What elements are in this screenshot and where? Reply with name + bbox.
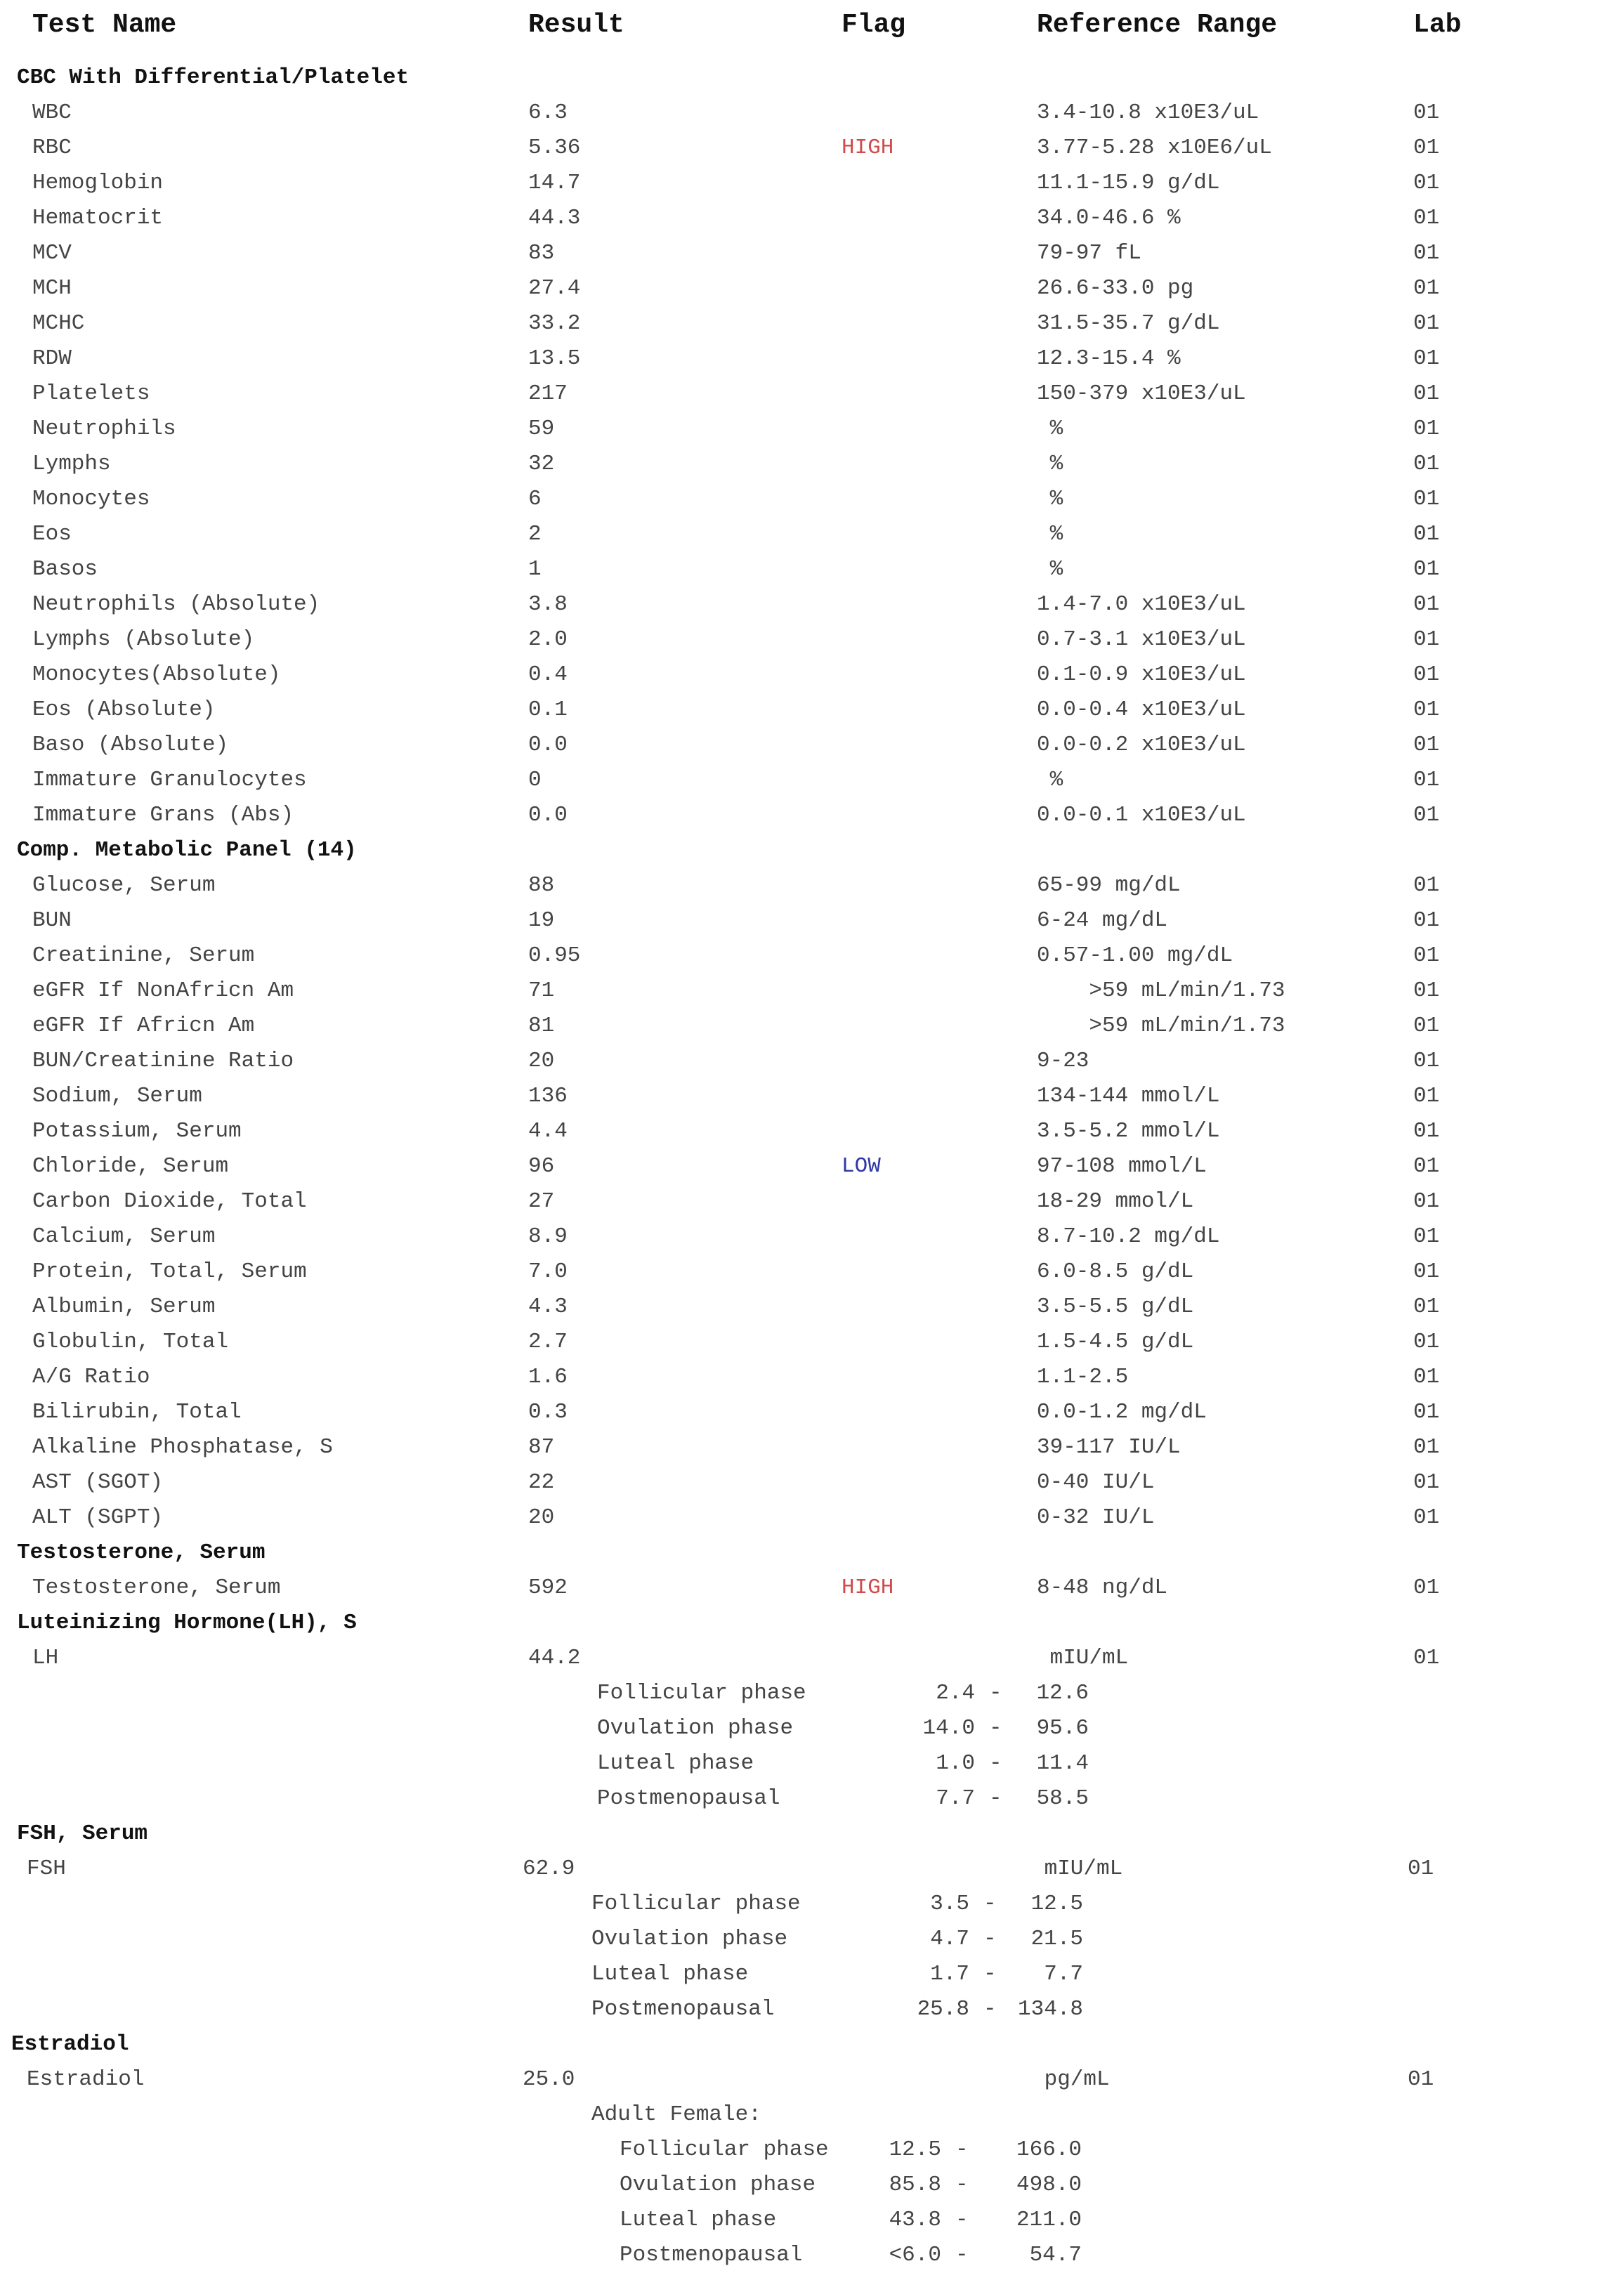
reference-range: >59 mL/min/1.73 <box>1037 978 1285 1003</box>
phase-dash: - <box>983 1962 997 1986</box>
phase-dash: - <box>955 2137 969 2162</box>
test-name: BUN <box>32 908 72 933</box>
reference-phase-row <box>0 2238 1624 2273</box>
result-row <box>0 1325 1624 1360</box>
lab-code: 01 <box>1413 1049 1440 1073</box>
reference-range: % <box>1037 452 1063 476</box>
test-name: Chloride, Serum <box>32 1154 229 1179</box>
lab-code: 01 <box>1413 1365 1440 1389</box>
result-row <box>0 1149 1624 1184</box>
reference-group-label: Adult Female: <box>591 2102 761 2127</box>
reference-range: 26.6-33.0 pg <box>1037 276 1194 301</box>
result-value: 7.0 <box>528 1259 568 1284</box>
section-title: Testosterone, Serum <box>17 1540 266 1565</box>
phase-name: Follicular phase <box>597 1681 806 1705</box>
result-value: 2 <box>528 522 542 546</box>
reference-range: pg/mL <box>1031 2067 1110 2092</box>
reference-range: 0.0-0.2 x10E3/uL <box>1037 733 1246 757</box>
reference-range: % <box>1037 522 1063 546</box>
phase-low: 1.7 <box>930 1962 969 1986</box>
lab-code: 01 <box>1413 1014 1440 1038</box>
lab-code: 01 <box>1413 1189 1440 1214</box>
test-name: LH <box>32 1646 59 1670</box>
result-row <box>0 271 1624 306</box>
test-name: WBC <box>32 100 72 125</box>
result-value: 59 <box>528 417 555 441</box>
lab-code: 01 <box>1413 487 1440 511</box>
test-name: BUN/Creatinine Ratio <box>32 1049 294 1073</box>
reference-range: 1.1-2.5 <box>1037 1365 1129 1389</box>
test-name: Immature Grans (Abs) <box>32 803 294 827</box>
reference-range: 0.0-1.2 mg/dL <box>1037 1400 1207 1424</box>
reference-range: 12.3-15.4 % <box>1037 346 1181 371</box>
phase-low: 4.7 <box>930 1927 969 1951</box>
lab-code: 01 <box>1408 1856 1434 1881</box>
result-row <box>0 201 1624 236</box>
reference-range: 8.7-10.2 mg/dL <box>1037 1224 1220 1249</box>
result-row <box>0 587 1624 622</box>
reference-range: 0.1-0.9 x10E3/uL <box>1037 662 1246 687</box>
phase-low: 25.8 <box>917 1997 969 2022</box>
lab-code: 01 <box>1413 697 1440 722</box>
phase-low: 12.5 <box>889 2137 941 2162</box>
reference-range: 34.0-46.6 % <box>1037 206 1181 230</box>
lab-code: 01 <box>1413 943 1440 968</box>
phase-high: 95.6 <box>1036 1716 1089 1741</box>
test-name: Globulin, Total <box>32 1330 229 1354</box>
result-value: 136 <box>528 1084 568 1108</box>
test-name: Immature Granulocytes <box>32 768 307 792</box>
lab-code: 01 <box>1413 311 1440 336</box>
reference-phase-row <box>0 1676 1624 1711</box>
test-name: Lymphs <box>32 452 111 476</box>
lab-code: 01 <box>1413 733 1440 757</box>
reference-range: 0-32 IU/L <box>1037 1505 1155 1530</box>
reference-range: 18-29 mmol/L <box>1037 1189 1194 1214</box>
result-row <box>0 798 1624 833</box>
test-name: Potassium, Serum <box>32 1119 242 1144</box>
lab-code: 01 <box>1413 1259 1440 1284</box>
result-row <box>0 1360 1624 1395</box>
phase-high: 166.0 <box>1016 2137 1082 2162</box>
lab-code: 01 <box>1413 1119 1440 1144</box>
lab-code: 01 <box>1413 1084 1440 1108</box>
lab-code: 01 <box>1413 381 1440 406</box>
header-test-name: Test Name <box>32 10 177 40</box>
reference-phase-row <box>0 2203 1624 2238</box>
result-row <box>0 938 1624 974</box>
phase-high: 12.6 <box>1036 1681 1089 1705</box>
result-value: 14.7 <box>528 171 581 195</box>
section-title: FSH, Serum <box>17 1821 148 1846</box>
result-row <box>0 903 1624 938</box>
lab-code: 01 <box>1413 1505 1440 1530</box>
phase-high: 134.8 <box>1017 1997 1083 2022</box>
test-name: Eos <box>32 522 72 546</box>
result-row <box>0 306 1624 341</box>
test-name: Creatinine, Serum <box>32 943 255 968</box>
header-lab: Lab <box>1413 10 1462 40</box>
reference-range: % <box>1037 487 1063 511</box>
reference-phase-row <box>0 1887 1624 1922</box>
test-name: Bilirubin, Total <box>32 1400 242 1424</box>
lab-code: 01 <box>1413 1330 1440 1354</box>
test-name: Albumin, Serum <box>32 1295 216 1319</box>
result-row <box>0 1114 1624 1149</box>
test-name: Protein, Total, Serum <box>32 1259 307 1284</box>
result-value: 0.0 <box>528 803 568 827</box>
phase-dash: - <box>983 1927 997 1951</box>
phase-low: 43.8 <box>889 2208 941 2232</box>
phase-dash: - <box>983 1997 997 2022</box>
reference-range: 3.4-10.8 x10E3/uL <box>1037 100 1259 125</box>
reference-phase-row <box>0 1922 1624 1957</box>
result-value: 81 <box>528 1014 555 1038</box>
phase-low: 14.0 <box>922 1716 975 1741</box>
section-title: Estradiol <box>11 2032 129 2057</box>
header-flag: Flag <box>842 10 906 40</box>
result-row <box>0 2062 1624 2097</box>
test-name: Lymphs (Absolute) <box>32 627 255 652</box>
result-row <box>0 1430 1624 1465</box>
result-value: 0.1 <box>528 697 568 722</box>
reference-range: 1.4-7.0 x10E3/uL <box>1037 592 1246 617</box>
test-name: ALT (SGPT) <box>32 1505 164 1530</box>
test-name: AST (SGOT) <box>32 1470 164 1495</box>
reference-range: 79-97 fL <box>1037 241 1141 266</box>
reference-range: % <box>1037 417 1063 441</box>
lab-code: 01 <box>1413 908 1440 933</box>
result-value: 2.7 <box>528 1330 568 1354</box>
result-row <box>0 974 1624 1009</box>
test-name: Estradiol <box>27 2067 145 2092</box>
test-name: Basos <box>32 557 98 582</box>
phase-dash: - <box>955 2243 969 2267</box>
phase-low: <6.0 <box>889 2243 941 2267</box>
result-value: 22 <box>528 1470 555 1495</box>
reference-range: 0.7-3.1 x10E3/uL <box>1037 627 1246 652</box>
reference-range: 8-48 ng/dL <box>1037 1576 1168 1600</box>
result-row <box>0 96 1624 131</box>
test-name: Alkaline Phosphatase, S <box>32 1435 333 1460</box>
test-name: Glucose, Serum <box>32 873 216 898</box>
reference-range: >59 mL/min/1.73 <box>1037 1014 1285 1038</box>
result-row <box>0 447 1624 482</box>
result-row <box>0 1184 1624 1219</box>
reference-phase-row <box>0 2133 1624 2168</box>
test-name: RBC <box>32 136 72 160</box>
result-row <box>0 1044 1624 1079</box>
result-value: 2.0 <box>528 627 568 652</box>
result-row <box>0 517 1624 552</box>
flag-badge: HIGH <box>842 136 894 160</box>
lab-code: 01 <box>1413 171 1440 195</box>
phase-name: Postmenopausal <box>591 1997 775 2022</box>
section-title: CBC With Differential/Platelet <box>17 65 410 90</box>
phase-high: 211.0 <box>1016 2208 1082 2232</box>
result-row <box>0 412 1624 447</box>
result-row <box>0 657 1624 693</box>
section-title: Comp. Metabolic Panel (14) <box>17 838 357 863</box>
test-name: Monocytes(Absolute) <box>32 662 281 687</box>
phase-high: 58.5 <box>1036 1786 1089 1811</box>
reference-range: 31.5-35.7 g/dL <box>1037 311 1220 336</box>
test-name: MCHC <box>32 311 85 336</box>
flag-badge: HIGH <box>842 1576 894 1600</box>
lab-code: 01 <box>1413 1435 1440 1460</box>
lab-code: 01 <box>1413 557 1440 582</box>
lab-code: 01 <box>1413 662 1440 687</box>
result-row <box>0 728 1624 763</box>
result-value: 20 <box>528 1049 555 1073</box>
result-row <box>0 868 1624 903</box>
result-value: 87 <box>528 1435 555 1460</box>
test-name: RDW <box>32 346 72 371</box>
reference-range: mIU/mL <box>1037 1646 1129 1670</box>
result-value: 0.3 <box>528 1400 568 1424</box>
result-value: 19 <box>528 908 555 933</box>
phase-low: 3.5 <box>930 1892 969 1916</box>
reference-range: mIU/mL <box>1031 1856 1123 1881</box>
lab-code: 01 <box>1413 1400 1440 1424</box>
lab-code: 01 <box>1413 1646 1440 1670</box>
test-name: Monocytes <box>32 487 150 511</box>
result-value: 71 <box>528 978 555 1003</box>
phase-high: 12.5 <box>1030 1892 1083 1916</box>
result-row <box>0 622 1624 657</box>
section-title: Luteinizing Hormone(LH), S <box>17 1611 357 1635</box>
lab-code: 01 <box>1413 1224 1440 1249</box>
result-row <box>0 693 1624 728</box>
lab-code: 01 <box>1413 522 1440 546</box>
phase-name: Ovulation phase <box>597 1716 794 1741</box>
lab-code: 01 <box>1413 276 1440 301</box>
reference-range: 6-24 mg/dL <box>1037 908 1168 933</box>
phase-name: Postmenopausal <box>597 1786 780 1811</box>
lab-code: 01 <box>1413 978 1440 1003</box>
result-value: 44.3 <box>528 206 581 230</box>
reference-range: 0.0-0.1 x10E3/uL <box>1037 803 1246 827</box>
test-name: eGFR If NonAfricn Am <box>32 978 294 1003</box>
flag-badge: LOW <box>842 1154 881 1179</box>
lab-code: 01 <box>1408 2067 1434 2092</box>
phase-low: 1.0 <box>936 1751 975 1776</box>
result-value: 592 <box>528 1576 568 1600</box>
result-value: 6.3 <box>528 100 568 125</box>
reference-range: 3.5-5.2 mmol/L <box>1037 1119 1220 1144</box>
lab-code: 01 <box>1413 768 1440 792</box>
result-value: 32 <box>528 452 555 476</box>
result-value: 1.6 <box>528 1365 568 1389</box>
lab-code: 01 <box>1413 592 1440 617</box>
phase-dash: - <box>989 1751 1002 1776</box>
phase-dash: - <box>989 1786 1002 1811</box>
lab-code: 01 <box>1413 1470 1440 1495</box>
result-value: 44.2 <box>528 1646 581 1670</box>
result-value: 83 <box>528 241 555 266</box>
result-row <box>0 131 1624 166</box>
test-name: Platelets <box>32 381 150 406</box>
test-name: Testosterone, Serum <box>32 1576 281 1600</box>
phase-dash: - <box>955 2173 969 2197</box>
reference-range: 1.5-4.5 g/dL <box>1037 1330 1194 1354</box>
test-name: MCV <box>32 241 72 266</box>
result-row <box>0 1571 1624 1606</box>
result-row <box>0 1465 1624 1500</box>
lab-code: 01 <box>1413 1295 1440 1319</box>
result-row <box>0 482 1624 517</box>
test-name: A/G Ratio <box>32 1365 150 1389</box>
phase-name: Follicular phase <box>620 2137 829 2162</box>
lab-code: 01 <box>1413 136 1440 160</box>
reference-range: 97-108 mmol/L <box>1037 1154 1207 1179</box>
result-value: 88 <box>528 873 555 898</box>
test-name: Hematocrit <box>32 206 164 230</box>
test-name: Eos (Absolute) <box>32 697 216 722</box>
result-value: 20 <box>528 1505 555 1530</box>
result-value: 13.5 <box>528 346 581 371</box>
reference-range: 3.77-5.28 x10E6/uL <box>1037 136 1272 160</box>
phase-low: 7.7 <box>936 1786 975 1811</box>
reference-range: 150-379 x10E3/uL <box>1037 381 1246 406</box>
lab-code: 01 <box>1413 206 1440 230</box>
result-value: 0 <box>528 768 542 792</box>
phase-low: 2.4 <box>936 1681 975 1705</box>
lab-code: 01 <box>1413 100 1440 125</box>
result-value: 0.95 <box>528 943 581 968</box>
result-value: 33.2 <box>528 311 581 336</box>
result-row <box>0 1641 1624 1676</box>
result-value: 0.4 <box>528 662 568 687</box>
phase-dash: - <box>955 2208 969 2232</box>
reference-range: 3.5-5.5 g/dL <box>1037 1295 1194 1319</box>
result-row <box>0 1079 1624 1114</box>
phase-name: Ovulation phase <box>620 2173 816 2197</box>
lab-code: 01 <box>1413 241 1440 266</box>
test-name: Sodium, Serum <box>32 1084 202 1108</box>
phase-name: Luteal phase <box>597 1751 754 1776</box>
result-row <box>0 1255 1624 1290</box>
reference-range: % <box>1037 768 1063 792</box>
result-row <box>0 1290 1624 1325</box>
result-value: 62.9 <box>523 1856 575 1881</box>
phase-high: 7.7 <box>1044 1962 1083 1986</box>
test-name: Hemoglobin <box>32 171 164 195</box>
result-row <box>0 166 1624 201</box>
result-value: 27 <box>528 1189 555 1214</box>
phase-dash: - <box>989 1681 1002 1705</box>
header-result: Result <box>528 10 624 40</box>
lab-code: 01 <box>1413 452 1440 476</box>
phase-high: 21.5 <box>1030 1927 1083 1951</box>
phase-name: Follicular phase <box>591 1892 801 1916</box>
test-name: Carbon Dioxide, Total <box>32 1189 307 1214</box>
reference-range: 0.0-0.4 x10E3/uL <box>1037 697 1246 722</box>
reference-phase-row <box>0 1711 1624 1746</box>
reference-range: % <box>1037 557 1063 582</box>
header-reference-range: Reference Range <box>1037 10 1278 40</box>
test-name: Baso (Absolute) <box>32 733 229 757</box>
lab-code: 01 <box>1413 346 1440 371</box>
result-row <box>0 1500 1624 1535</box>
reference-phase-row <box>0 1746 1624 1781</box>
result-value: 0.0 <box>528 733 568 757</box>
result-row <box>0 376 1624 412</box>
reference-range: 39-117 IU/L <box>1037 1435 1181 1460</box>
test-name: MCH <box>32 276 72 301</box>
lab-code: 01 <box>1413 873 1440 898</box>
reference-range: 134-144 mmol/L <box>1037 1084 1220 1108</box>
reference-range: 9-23 <box>1037 1049 1089 1073</box>
phase-low: 85.8 <box>889 2173 941 2197</box>
result-value: 1 <box>528 557 542 582</box>
phase-high: 54.7 <box>1029 2243 1082 2267</box>
reference-phase-row <box>0 1992 1624 2027</box>
phase-high: 11.4 <box>1036 1751 1089 1776</box>
result-value: 96 <box>528 1154 555 1179</box>
result-value: 6 <box>528 487 542 511</box>
reference-range: 11.1-15.9 g/dL <box>1037 171 1220 195</box>
reference-range: 6.0-8.5 g/dL <box>1037 1259 1194 1284</box>
test-name: FSH <box>27 1856 66 1881</box>
phase-name: Postmenopausal <box>620 2243 803 2267</box>
reference-phase-row <box>0 2168 1624 2203</box>
result-value: 4.4 <box>528 1119 568 1144</box>
lab-code: 01 <box>1413 1154 1440 1179</box>
result-row <box>0 1009 1624 1044</box>
reference-phase-row <box>0 1781 1624 1816</box>
lab-code: 01 <box>1413 803 1440 827</box>
result-row <box>0 341 1624 376</box>
result-value: 25.0 <box>523 2067 575 2092</box>
result-row <box>0 763 1624 798</box>
lab-code: 01 <box>1413 1576 1440 1600</box>
result-row <box>0 1219 1624 1255</box>
test-name: Neutrophils <box>32 417 176 441</box>
result-row <box>0 1852 1624 1887</box>
test-name: Calcium, Serum <box>32 1224 216 1249</box>
phase-name: Ovulation phase <box>591 1927 788 1951</box>
result-value: 3.8 <box>528 592 568 617</box>
result-value: 8.9 <box>528 1224 568 1249</box>
test-name: Neutrophils (Absolute) <box>32 592 320 617</box>
result-value: 217 <box>528 381 568 406</box>
phase-name: Luteal phase <box>591 1962 749 1986</box>
result-row <box>0 236 1624 271</box>
lab-code: 01 <box>1413 417 1440 441</box>
result-row <box>0 1395 1624 1430</box>
reference-range: 65-99 mg/dL <box>1037 873 1181 898</box>
phase-dash: - <box>989 1716 1002 1741</box>
result-row <box>0 552 1624 587</box>
phase-high: 498.0 <box>1016 2173 1082 2197</box>
lab-code: 01 <box>1413 627 1440 652</box>
result-value: 4.3 <box>528 1295 568 1319</box>
result-value: 27.4 <box>528 276 581 301</box>
phase-name: Luteal phase <box>620 2208 777 2232</box>
test-name: eGFR If Africn Am <box>32 1014 255 1038</box>
phase-dash: - <box>983 1892 997 1916</box>
result-value: 5.36 <box>528 136 581 160</box>
reference-phase-row <box>0 1957 1624 1992</box>
reference-range: 0-40 IU/L <box>1037 1470 1155 1495</box>
reference-range: 0.57-1.00 mg/dL <box>1037 943 1233 968</box>
